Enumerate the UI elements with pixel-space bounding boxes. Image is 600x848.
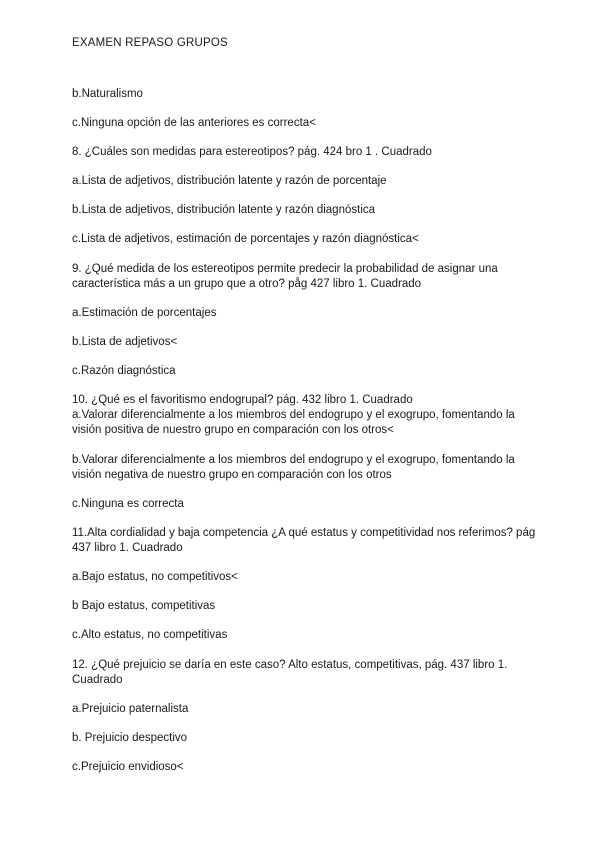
question-11-line-1: 11.Alta cordialidad y baja competencia ¿A qué estatus y competitividad nos referimos? pág (72, 527, 536, 539)
question-10-option-a-line-2: visión positiva de nuestro grupo en comparación con los otros< (72, 424, 394, 436)
question-9-option-c: c.Razón diagnóstica (72, 365, 176, 377)
document-title: EXAMEN REPASO GRUPOS (72, 37, 228, 49)
question-12-option-b: b. Prejuicio despectivo (72, 732, 188, 744)
question-11-option-c: c.Alto estatus, no competitivas (72, 629, 228, 641)
question-10-option-a-line-1: a.Valorar diferencialmente a los miembros del endogrupo y el exogrupo, fomentando la (72, 409, 515, 421)
question-12-line-1: 12. ¿Qué prejuicio se daría en este caso? Alto estatus, competitivas, pág. 437 libro 1. (72, 659, 508, 671)
question-10-option-b-line-2: visión negativa de nuestro grupo en comparación con los otros (72, 469, 392, 481)
question-12-line-2: Cuadrado (72, 674, 123, 686)
question-10-option-b-line-1: b.Valorar diferencialmente a los miembros del endogrupo y el exogrupo, fomentando la (72, 454, 515, 466)
answer-b-naturalismo: b.Naturalismo (72, 88, 143, 100)
question-9-option-a: a.Estimación de porcentajes (72, 307, 217, 319)
question-8-option-a: a.Lista de adjetivos, distribución latente y razón de porcentaje (72, 175, 387, 187)
question-11-line-2: 437 libro 1. Cuadrado (72, 542, 183, 554)
question-10-option-c: c.Ninguna es correcta (72, 498, 184, 510)
answer-c-ninguna-opcion: c.Ninguna opción de las anteriores es correcta< (72, 117, 316, 129)
question-11-option-a: a.Bajo estatus, no competitivos< (72, 571, 238, 583)
question-12-option-c: c.Prejuicio envidioso< (72, 761, 184, 773)
question-8-option-c: c.Lista de adjetivos, estimación de porcentajes y razón diagnóstica< (72, 233, 419, 245)
question-8: 8. ¿Cuáles son medidas para estereotipos? pág. 424 bro 1 . Cuadrado (72, 146, 432, 158)
question-9-line-1: 9. ¿Qué medida de los estereotipos permite predecir la probabilidad de asignar una (72, 263, 498, 275)
question-9-line-2: característica más a un grupo que a otro? påg 427 libro 1. Cuadrado (72, 278, 422, 290)
question-8-option-b: b.Lista de adjetivos, distribución latente y razón diagnóstica (72, 204, 376, 216)
question-11-option-b: b Bajo estatus, competitivas (72, 600, 216, 612)
question-10: 10. ¿Qué es el favoritismo endogrupal? pág. 432 libro 1. Cuadrado (72, 394, 413, 406)
question-9-option-b: b.Lista de adjetivos< (72, 336, 178, 348)
question-12-option-a: a.Prejuicio paternalista (72, 703, 189, 715)
